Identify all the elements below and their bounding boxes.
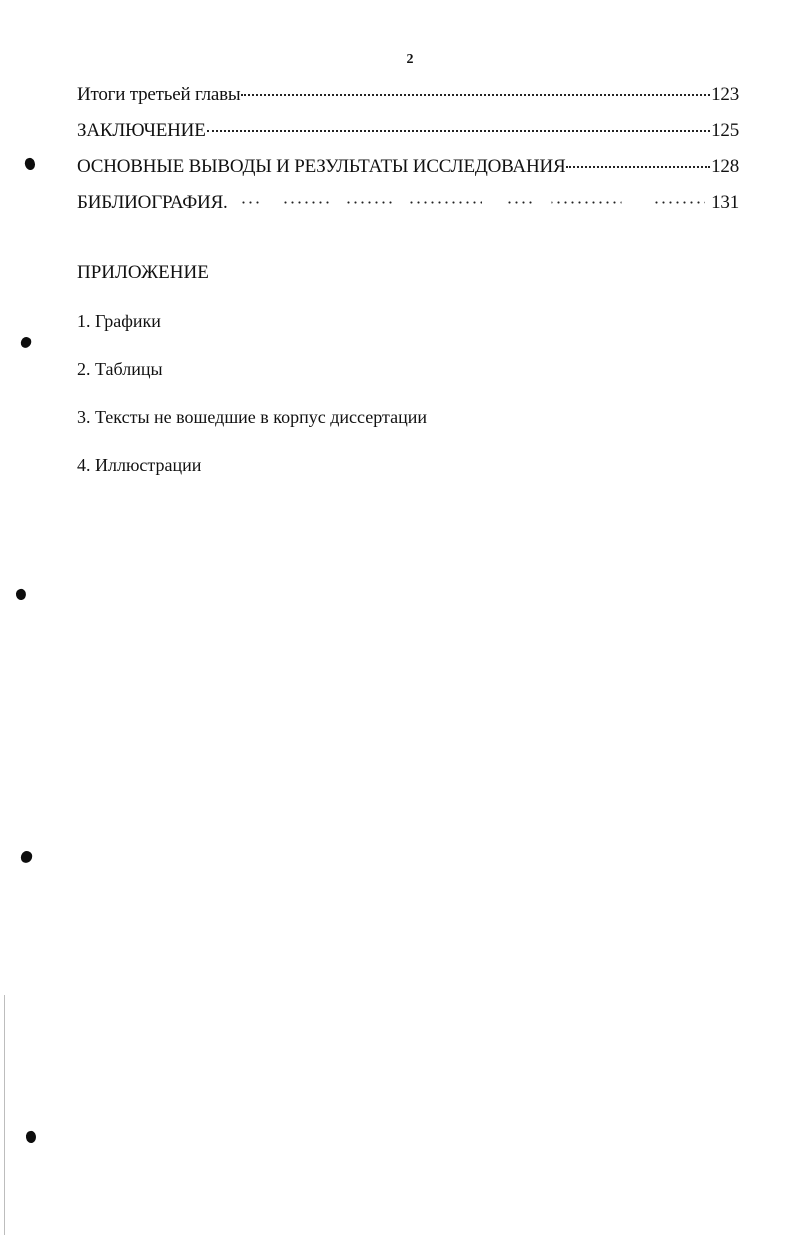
binder-edge-line xyxy=(4,995,5,1235)
dot-leader xyxy=(207,130,710,132)
dot-leader xyxy=(566,166,710,168)
toc-entry xyxy=(77,84,739,120)
toc-entry-title: Итоги третьей главы xyxy=(77,84,241,105)
toc-entry xyxy=(77,156,739,192)
punch-hole-mark xyxy=(19,849,33,864)
dot-leader xyxy=(240,201,705,204)
appendix-item: 4. Иллюстрации xyxy=(77,455,202,475)
toc-entry-title: ЗАКЛЮЧЕНИЕ xyxy=(77,120,206,141)
punch-hole-mark xyxy=(19,335,33,349)
toc-entry-title: БИБЛИОГРАФИЯ. xyxy=(77,192,228,213)
toc-entry-title: ОСНОВНЫЕ ВЫВОДЫ И РЕЗУЛЬТАТЫ ИССЛЕДОВАНИЯ xyxy=(77,156,566,177)
toc-entry-page: 123 xyxy=(711,84,739,105)
toc-entry-page: 128 xyxy=(711,156,739,177)
toc-entry-page: 131 xyxy=(711,192,739,213)
toc-entry-page: 125 xyxy=(711,120,739,141)
appendix-item: 2. Таблицы xyxy=(77,359,163,379)
table-of-contents xyxy=(77,84,739,228)
punch-hole-mark xyxy=(15,588,28,601)
page-number: 2 xyxy=(406,52,414,67)
appendix-section xyxy=(77,262,427,502)
appendix-title: ПРИЛОЖЕНИЕ xyxy=(77,262,209,283)
punch-hole-mark xyxy=(25,1130,37,1144)
toc-entry xyxy=(77,192,739,228)
dot-leader xyxy=(241,94,710,96)
toc-entry xyxy=(77,120,739,156)
punch-hole-mark xyxy=(23,157,37,172)
appendix-item: 3. Тексты не вошедшие в корпус диссертации xyxy=(77,407,427,427)
appendix-item: 1. Графики xyxy=(77,311,161,331)
